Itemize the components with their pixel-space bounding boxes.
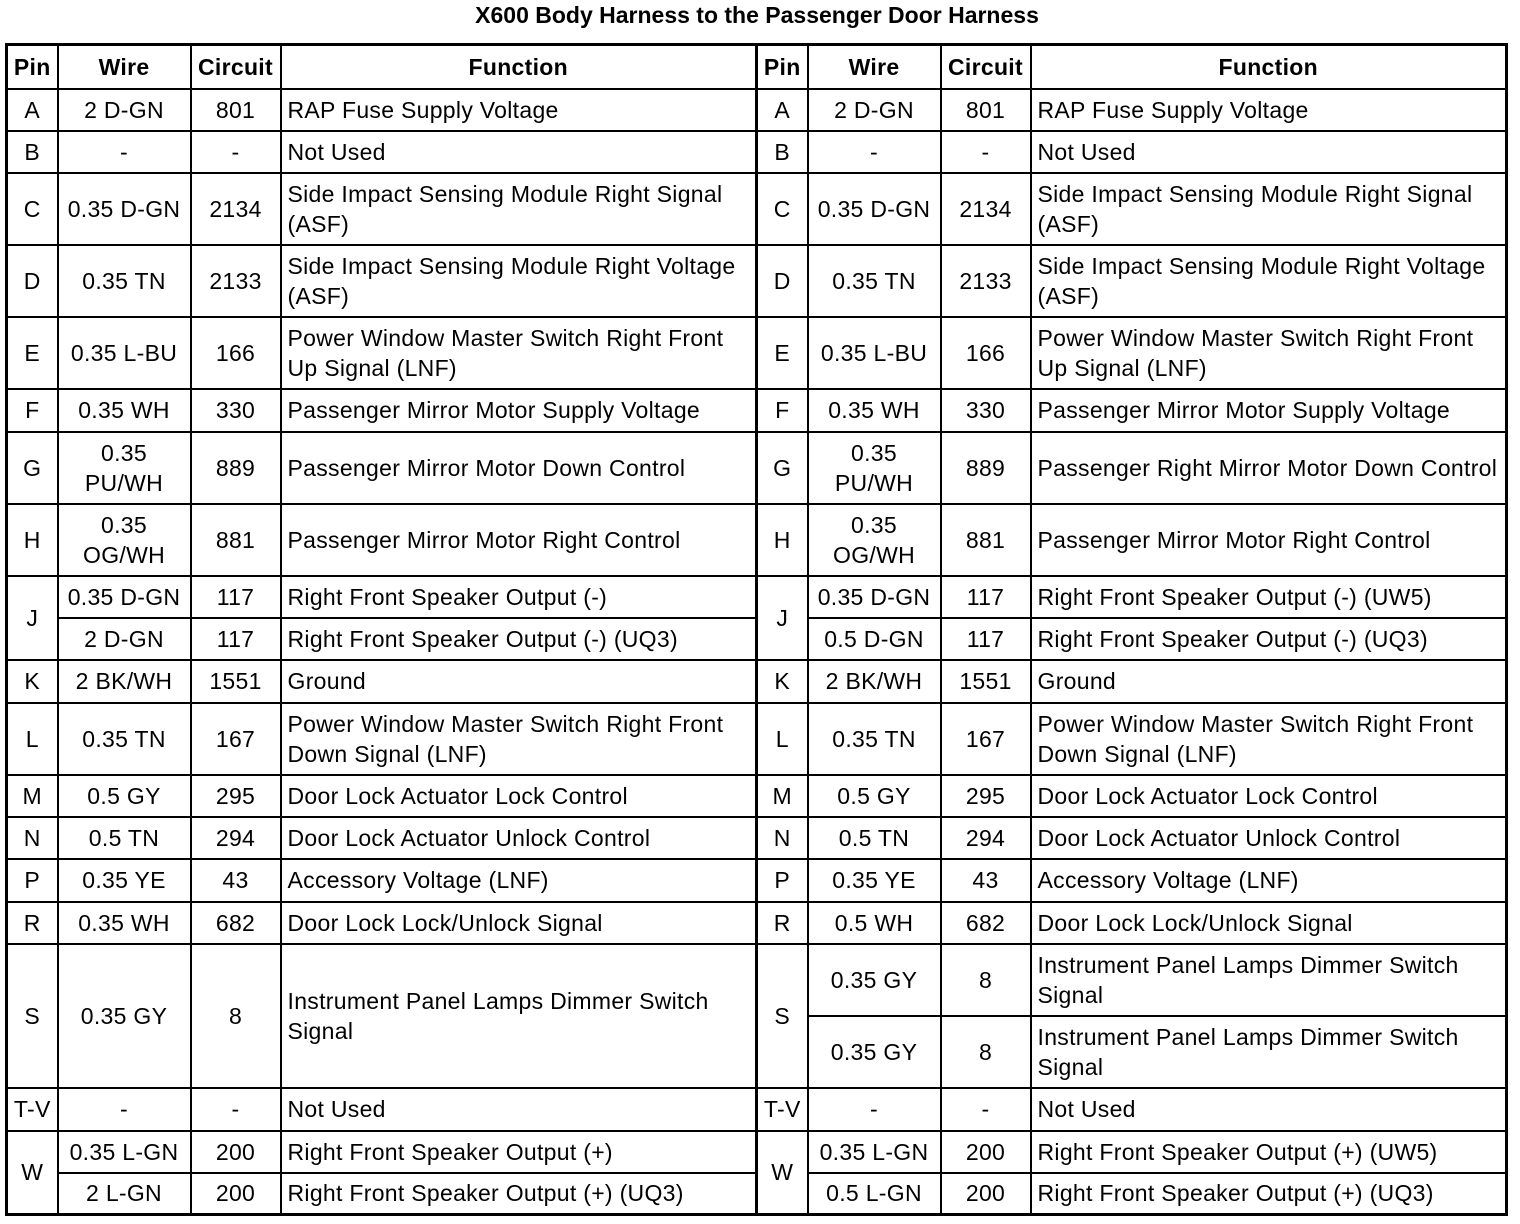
right-function-cell: Right Front Speaker Output (-) (UW5) — [1031, 576, 1507, 618]
right-function-header: Function — [1031, 45, 1507, 89]
left-circuit-cell: 889 — [191, 432, 281, 504]
left-pin-cell: T-V — [7, 1088, 58, 1131]
right-function-cell: Side Impact Sensing Module Right Voltage (ASF) — [1031, 245, 1507, 317]
left-pin-cell: S — [7, 944, 58, 1088]
right-pin-cell: N — [757, 817, 808, 859]
right-function-cell: Right Front Speaker Output (+) (UQ3) — [1031, 1173, 1507, 1215]
right-function-cell: Passenger Mirror Motor Right Control — [1031, 504, 1507, 576]
right-wire-cell: 0.5 L-GN — [808, 1173, 941, 1215]
table-row — [7, 173, 1507, 245]
right-circuit-cell: 8 — [941, 944, 1031, 1016]
right-wire-cell: 0.35 PU/WH — [808, 432, 941, 504]
left-function-cell: Passenger Mirror Motor Down Control — [281, 432, 757, 504]
right-circuit-cell: 294 — [941, 817, 1031, 859]
right-function-cell: Power Window Master Switch Right Front Down Signal (LNF) — [1031, 703, 1507, 775]
right-circuit-cell: 1551 — [941, 660, 1031, 703]
left-pin-cell: L — [7, 703, 58, 775]
right-wire-cell: 0.35 YE — [808, 859, 941, 902]
left-function-cell: Door Lock Actuator Lock Control — [281, 775, 757, 817]
left-wire-cell: 0.35 WH — [58, 389, 191, 432]
right-wire-cell: 0.35 L-GN — [808, 1131, 941, 1173]
left-pin-cell: W — [7, 1131, 58, 1215]
left-circuit-cell: 166 — [191, 317, 281, 389]
right-wire-cell: 0.35 D-GN — [808, 576, 941, 618]
left-pin-cell: B — [7, 131, 58, 173]
left-wire-cell: 2 D-GN — [58, 618, 191, 660]
right-pin-cell: T-V — [757, 1088, 808, 1131]
right-circuit-cell: - — [941, 1088, 1031, 1131]
right-wire-cell: 0.5 D-GN — [808, 618, 941, 660]
left-pin-cell: G — [7, 432, 58, 504]
right-wire-cell: 0.35 OG/WH — [808, 504, 941, 576]
left-circuit-cell: 801 — [191, 89, 281, 131]
right-function-cell: Side Impact Sensing Module Right Signal (ASF) — [1031, 173, 1507, 245]
left-pin-cell: E — [7, 317, 58, 389]
right-wire-cell: 0.35 TN — [808, 703, 941, 775]
header-row — [7, 45, 1507, 89]
left-function-cell: Door Lock Actuator Unlock Control — [281, 817, 757, 859]
right-circuit-cell: 117 — [941, 576, 1031, 618]
left-function-cell: Right Front Speaker Output (-) (UQ3) — [281, 618, 757, 660]
right-circuit-cell: 330 — [941, 389, 1031, 432]
left-pin-cell: N — [7, 817, 58, 859]
left-wire-cell: 0.35 TN — [58, 703, 191, 775]
right-pin-cell: W — [757, 1131, 808, 1215]
right-wire-cell: 0.35 GY — [808, 1016, 941, 1088]
left-wire-cell: 2 D-GN — [58, 89, 191, 131]
left-wire-cell: 0.35 WH — [58, 902, 191, 944]
right-pin-cell: J — [757, 576, 808, 660]
table-row — [7, 576, 1507, 618]
right-pin-cell: G — [757, 432, 808, 504]
right-circuit-cell: 117 — [941, 618, 1031, 660]
left-function-cell: Not Used — [281, 131, 757, 173]
left-circuit-cell: 117 — [191, 618, 281, 660]
right-function-cell: Passenger Right Mirror Motor Down Control — [1031, 432, 1507, 504]
right-wire-cell: 0.5 GY — [808, 775, 941, 817]
right-wire-cell: 0.35 TN — [808, 245, 941, 317]
right-wire-cell: 2 BK/WH — [808, 660, 941, 703]
right-circuit-cell: 167 — [941, 703, 1031, 775]
right-pin-cell: M — [757, 775, 808, 817]
right-circuit-cell: 2133 — [941, 245, 1031, 317]
left-pin-header: Pin — [7, 45, 58, 89]
left-function-cell: Not Used — [281, 1088, 757, 1131]
left-circuit-cell: 117 — [191, 576, 281, 618]
right-circuit-cell: 200 — [941, 1131, 1031, 1173]
right-function-cell: Door Lock Actuator Unlock Control — [1031, 817, 1507, 859]
table-row — [7, 89, 1507, 131]
left-function-cell: Side Impact Sensing Module Right Signal (ASF) — [281, 173, 757, 245]
left-wire-cell: 0.35 L-GN — [58, 1131, 191, 1173]
left-function-header: Function — [281, 45, 757, 89]
right-function-cell: Passenger Mirror Motor Supply Voltage — [1031, 389, 1507, 432]
table-row — [7, 660, 1507, 703]
left-circuit-cell: 881 — [191, 504, 281, 576]
right-circuit-cell: 200 — [941, 1173, 1031, 1215]
table-row — [7, 775, 1507, 817]
left-wire-cell: 2 L-GN — [58, 1173, 191, 1215]
left-circuit-cell: 2133 — [191, 245, 281, 317]
table-row — [7, 1131, 1507, 1173]
left-circuit-cell: 43 — [191, 859, 281, 902]
left-function-cell: Power Window Master Switch Right Front Up Signal (LNF) — [281, 317, 757, 389]
left-wire-cell: 0.35 OG/WH — [58, 504, 191, 576]
right-wire-cell: 0.35 GY — [808, 944, 941, 1016]
right-pin-cell: R — [757, 902, 808, 944]
left-circuit-cell: 294 — [191, 817, 281, 859]
table-row — [7, 902, 1507, 944]
right-function-cell: Ground — [1031, 660, 1507, 703]
table-row — [7, 1088, 1507, 1131]
right-function-cell: Right Front Speaker Output (+) (UW5) — [1031, 1131, 1507, 1173]
right-circuit-cell: 43 — [941, 859, 1031, 902]
right-circuit-cell: 881 — [941, 504, 1031, 576]
right-function-cell: Accessory Voltage (LNF) — [1031, 859, 1507, 902]
right-circuit-header: Circuit — [941, 45, 1031, 89]
right-circuit-cell: 8 — [941, 1016, 1031, 1088]
left-circuit-cell: 682 — [191, 902, 281, 944]
left-wire-cell: 0.5 GY — [58, 775, 191, 817]
connector-pinout-table — [5, 43, 1508, 1216]
left-circuit-cell: 2134 — [191, 173, 281, 245]
right-pin-cell: H — [757, 504, 808, 576]
right-pin-header: Pin — [757, 45, 808, 89]
left-pin-cell: A — [7, 89, 58, 131]
left-pin-cell: M — [7, 775, 58, 817]
left-wire-cell: 0.35 D-GN — [58, 173, 191, 245]
left-circuit-cell: - — [191, 131, 281, 173]
right-wire-cell: 0.5 WH — [808, 902, 941, 944]
left-wire-cell: - — [58, 1088, 191, 1131]
right-function-cell: Instrument Panel Lamps Dimmer Switch Signal — [1031, 1016, 1507, 1088]
left-wire-cell: 0.35 L-BU — [58, 317, 191, 389]
right-circuit-cell: 889 — [941, 432, 1031, 504]
right-wire-cell: - — [808, 1088, 941, 1131]
left-pin-cell: P — [7, 859, 58, 902]
left-pin-cell: D — [7, 245, 58, 317]
left-wire-cell: 2 BK/WH — [58, 660, 191, 703]
table-row — [7, 317, 1507, 389]
right-function-cell: RAP Fuse Supply Voltage — [1031, 89, 1507, 131]
page-title: X600 Body Harness to the Passenger Door Harness — [475, 2, 1039, 28]
left-wire-cell: 0.5 TN — [58, 817, 191, 859]
left-wire-cell: 0.35 D-GN — [58, 576, 191, 618]
right-function-cell: Door Lock Lock/Unlock Signal — [1031, 902, 1507, 944]
left-function-cell: RAP Fuse Supply Voltage — [281, 89, 757, 131]
left-function-cell: Right Front Speaker Output (+) — [281, 1131, 757, 1173]
right-function-cell: Power Window Master Switch Right Front Up Signal (LNF) — [1031, 317, 1507, 389]
right-circuit-cell: 2134 — [941, 173, 1031, 245]
left-pin-cell: J — [7, 576, 58, 660]
table-row — [7, 131, 1507, 173]
left-pin-cell: K — [7, 660, 58, 703]
left-circuit-cell: - — [191, 1088, 281, 1131]
table-row — [7, 389, 1507, 432]
left-wire-cell: - — [58, 131, 191, 173]
left-function-cell: Accessory Voltage (LNF) — [281, 859, 757, 902]
table-row — [7, 944, 1507, 1016]
right-circuit-cell: 166 — [941, 317, 1031, 389]
right-pin-cell: A — [757, 89, 808, 131]
table-row — [7, 245, 1507, 317]
left-wire-cell: 0.35 TN — [58, 245, 191, 317]
left-circuit-cell: 295 — [191, 775, 281, 817]
table-row — [7, 432, 1507, 504]
left-circuit-cell: 8 — [191, 944, 281, 1088]
left-circuit-cell: 200 — [191, 1131, 281, 1173]
right-function-cell: Not Used — [1031, 1088, 1507, 1131]
right-pin-cell: P — [757, 859, 808, 902]
right-pin-cell: E — [757, 317, 808, 389]
left-pin-cell: R — [7, 902, 58, 944]
left-function-cell: Ground — [281, 660, 757, 703]
table-row — [7, 703, 1507, 775]
right-circuit-cell: 801 — [941, 89, 1031, 131]
left-function-cell: Passenger Mirror Motor Supply Voltage — [281, 389, 757, 432]
right-wire-cell: 0.35 D-GN — [808, 173, 941, 245]
right-function-cell: Not Used — [1031, 131, 1507, 173]
right-function-cell: Door Lock Actuator Lock Control — [1031, 775, 1507, 817]
left-function-cell: Instrument Panel Lamps Dimmer Switch Signal — [281, 944, 757, 1088]
left-wire-cell: 0.35 YE — [58, 859, 191, 902]
right-wire-cell: - — [808, 131, 941, 173]
left-wire-cell: 0.35 PU/WH — [58, 432, 191, 504]
left-function-cell: Door Lock Lock/Unlock Signal — [281, 902, 757, 944]
right-circuit-cell: 682 — [941, 902, 1031, 944]
left-wire-cell: 0.35 GY — [58, 944, 191, 1088]
right-wire-cell: 2 D-GN — [808, 89, 941, 131]
table-row — [7, 504, 1507, 576]
left-function-cell: Side Impact Sensing Module Right Voltage (ASF) — [281, 245, 757, 317]
right-wire-cell: 0.5 TN — [808, 817, 941, 859]
right-pin-cell: L — [757, 703, 808, 775]
left-pin-cell: C — [7, 173, 58, 245]
left-circuit-cell: 200 — [191, 1173, 281, 1215]
left-pin-cell: H — [7, 504, 58, 576]
right-pin-cell: F — [757, 389, 808, 432]
left-wire-header: Wire — [58, 45, 191, 89]
left-function-cell: Power Window Master Switch Right Front Down Signal (LNF) — [281, 703, 757, 775]
left-function-cell: Right Front Speaker Output (-) — [281, 576, 757, 618]
table-row — [7, 859, 1507, 902]
right-pin-cell: B — [757, 131, 808, 173]
left-function-cell: Right Front Speaker Output (+) (UQ3) — [281, 1173, 757, 1215]
table-row — [7, 817, 1507, 859]
left-function-cell: Passenger Mirror Motor Right Control — [281, 504, 757, 576]
right-pin-cell: D — [757, 245, 808, 317]
right-pin-cell: C — [757, 173, 808, 245]
right-function-cell: Instrument Panel Lamps Dimmer Switch Signal — [1031, 944, 1507, 1016]
left-circuit-header: Circuit — [191, 45, 281, 89]
left-pin-cell: F — [7, 389, 58, 432]
right-pin-cell: S — [757, 944, 808, 1088]
right-pin-cell: K — [757, 660, 808, 703]
right-wire-cell: 0.35 WH — [808, 389, 941, 432]
left-circuit-cell: 330 — [191, 389, 281, 432]
right-circuit-cell: 295 — [941, 775, 1031, 817]
right-wire-header: Wire — [808, 45, 941, 89]
right-wire-cell: 0.35 L-BU — [808, 317, 941, 389]
right-function-cell: Right Front Speaker Output (-) (UQ3) — [1031, 618, 1507, 660]
right-circuit-cell: - — [941, 131, 1031, 173]
left-circuit-cell: 1551 — [191, 660, 281, 703]
left-circuit-cell: 167 — [191, 703, 281, 775]
